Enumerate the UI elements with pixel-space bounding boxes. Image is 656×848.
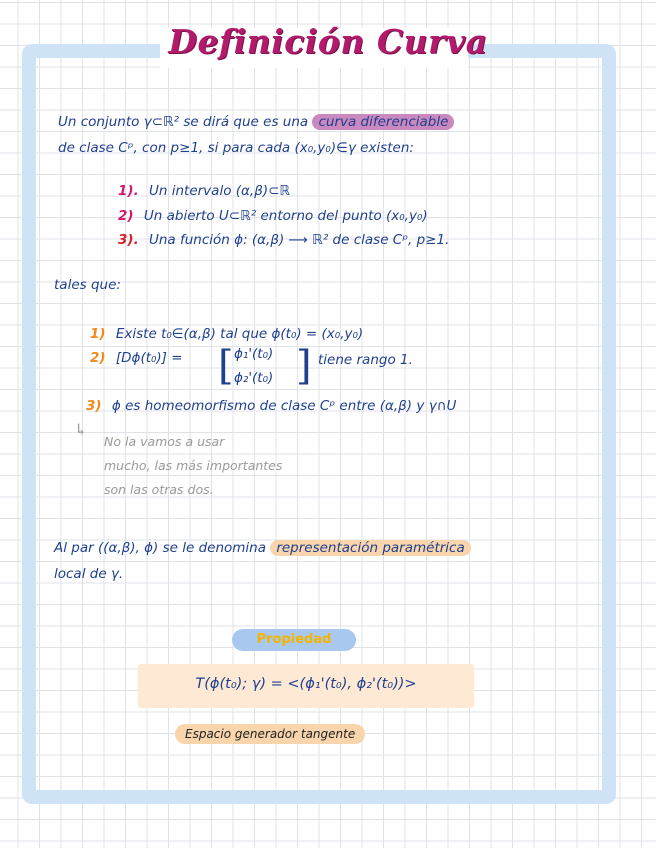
matrix-right-bracket: ]: [296, 343, 312, 389]
property-item: [86, 398, 456, 414]
pair-line-1-text: Al par ((α,β), ϕ) se le denomina: [54, 540, 267, 556]
condition-text: Un abierto U⊂ℝ² entorno del punto (x₀,y₀): [143, 208, 428, 224]
propiedad-label: Propiedad: [232, 629, 356, 651]
condition-number: 3).: [118, 232, 139, 248]
property-number: 3): [86, 398, 102, 414]
condition-number: 1).: [118, 183, 139, 199]
condition-item: [118, 232, 449, 248]
tales-que-label: tales que:: [54, 277, 121, 293]
page-title: Definición Curva: [168, 22, 488, 61]
tangent-formula: T(ϕ(t₀); γ) = <(ϕ₁'(t₀), ϕ₂'(t₀))>: [195, 676, 417, 692]
property-item: [90, 350, 183, 366]
intro-line-1: [58, 114, 454, 130]
curved-arrow-icon: ↳: [74, 420, 88, 439]
condition-number: 2): [118, 208, 134, 224]
intro-line-2: de clase Cᵖ, con p≥1, si para cada (x₀,y₀)∈γ existen:: [58, 140, 414, 156]
matrix-entry-top: ϕ₁'(t₀): [234, 346, 274, 362]
property-text-right: tiene rango 1.: [318, 352, 413, 368]
curva-diferenciable-highlight: curva diferenciable: [312, 114, 454, 130]
note-line-2: mucho, las más importantes: [104, 458, 283, 473]
formula-caption: Espacio generador tangente: [175, 724, 365, 744]
note-line-3: son las otras dos.: [104, 482, 214, 497]
matrix-left-bracket: [: [218, 343, 234, 389]
intro-line-1-text: Un conjunto γ⊂ℝ² se dirá que es una: [58, 114, 309, 130]
pair-line-2: local de γ.: [54, 566, 124, 582]
condition-item: [118, 183, 290, 199]
property-item: [90, 326, 363, 342]
property-number: 1): [90, 326, 106, 342]
representacion-highlight: representación paramétrica: [270, 540, 470, 556]
matrix-entry-bottom: ϕ₂'(t₀): [234, 370, 274, 386]
pair-line-1: [54, 540, 471, 556]
property-text: ϕ es homeomorfismo de clase Cᵖ entre (α,β) y γ∩U: [111, 398, 457, 414]
property-text-left: [Dϕ(t₀)] =: [115, 350, 183, 366]
property-number: 2): [90, 350, 106, 366]
condition-item: [118, 208, 428, 224]
condition-text: Una función ϕ: (α,β) ⟶ ℝ² de clase Cᵖ, p≥1.: [149, 232, 450, 248]
property-text: Existe t₀∈(α,β) tal que ϕ(t₀) = (x₀,y₀): [115, 326, 364, 342]
condition-text: Un intervalo (α,β)⊂ℝ: [149, 183, 291, 199]
note-line-1: No la vamos a usar: [104, 434, 225, 449]
